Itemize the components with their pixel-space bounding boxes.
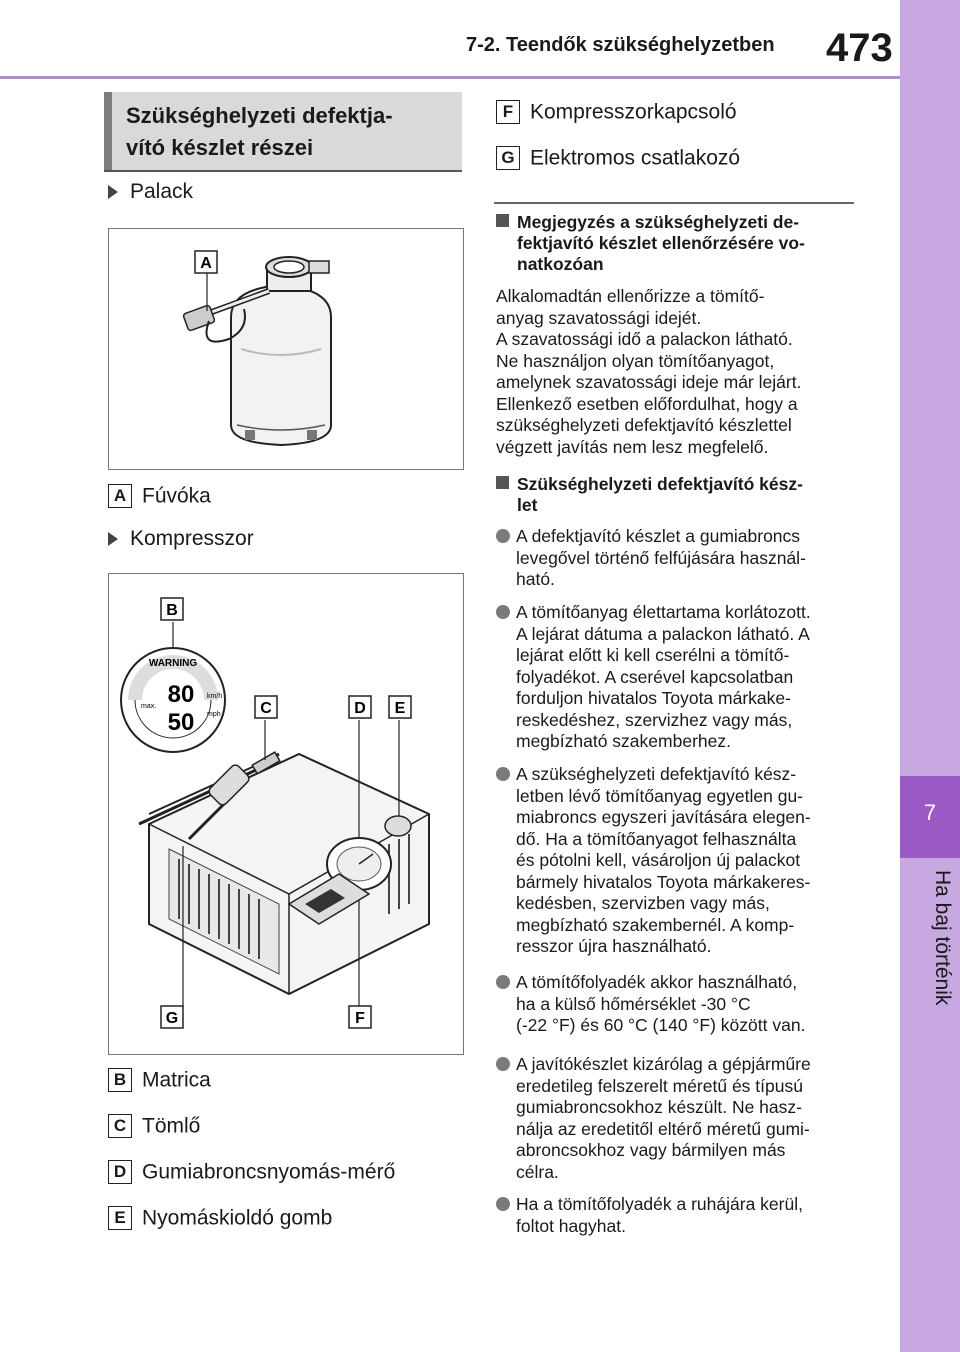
bullet-line: A javítókészlet kizárólag a gépjárműre [516,1054,811,1074]
bullet-line: A tömítőfolyadék akkor használható, [516,972,798,992]
round-bullet-icon [496,605,510,619]
note2-title-line2: let [517,495,538,515]
square-bullet-icon [496,214,509,227]
header-divider [0,76,900,79]
note2-bullet [496,602,858,753]
label-power-plug-letter: G [496,146,520,170]
item-bottle-text: Palack [130,180,194,203]
bullet-line: bármely hivatalos Toyota márkakeres- [516,871,811,892]
section-title-underline [104,170,462,172]
label-nozzle-text: Fúvóka [142,484,211,508]
note1-body-line: végzett javítás nem lesz megfelelő. [496,436,769,457]
label-power-plug [496,146,740,170]
section-title-line2: vító készlet részei [126,135,314,160]
note2-bullet [496,1054,858,1183]
note1-body-line: Ellenkező esetben előfordulhat, hogy a [496,393,798,414]
round-bullet-icon [496,1197,510,1211]
compressor-figure [108,573,464,1055]
bullet-line: A szükséghelyzeti defektjavító kész- [516,764,797,784]
bullet-line: megbízható szakembernél. A komp- [516,914,795,935]
note1-title-line2: fektjavító készlet ellenőrzésére vo- [517,233,805,253]
note1-body-line: Ne használjon olyan tömítőanyagot, [496,350,775,371]
bullet-line: ha a külső hőmérséklet -30 °C [516,993,751,1014]
note1-body-line: szükséghelyzeti defektjavító készlettel [496,415,792,435]
label-pressure-gauge-text: Gumiabroncsnyomás-mérő [142,1160,396,1184]
triangle-bullet-icon [108,185,118,199]
sticker-speed-mph: 50 [167,709,195,736]
item-compressor [108,527,254,551]
label-compressor-switch-letter: F [496,100,520,124]
round-bullet-icon [496,767,510,781]
note2-bullet [496,1194,858,1237]
label-compressor-switch [496,100,737,124]
callout-f: F [355,1010,365,1027]
side-tab-chapter-number: 7 [923,800,937,825]
label-release-button-letter: E [108,1206,132,1230]
note2-title [496,474,856,516]
header-section-title: 7-2. Teendők szükséghelyzetben [466,34,775,56]
item-compressor-text: Kompresszor [130,527,254,550]
bullet-line: kedésben, szervizben vagy más, [516,893,770,913]
note1-title-line3: natkozóan [517,254,604,274]
bullet-line: folyadékot. A cserével kapcsolatban [516,666,794,687]
label-sticker-text: Matrica [142,1068,211,1092]
callout-c: C [260,700,272,717]
side-tab-chapter-label: Ha baj történik [931,870,954,1006]
bullet-line: Ha a tömítőfolyadék a ruhájára kerül, [516,1194,803,1214]
callout-e: E [394,700,406,717]
note1-title-line1: Megjegyzés a szükséghelyzeti de- [517,212,800,232]
bullet-line: gumiabroncsokhoz készült. Ne hasz- [516,1097,802,1117]
label-hose-text: Tömlő [142,1114,201,1138]
item-bottle [108,180,193,204]
right-column-divider [494,202,854,204]
bullet-line: megbízható szakemberhez. [516,731,731,751]
note1-body-line: A szavatossági idő a palackon látható. [496,329,793,349]
triangle-bullet-icon [108,532,118,546]
label-hose [108,1114,200,1138]
note1-title [496,212,856,275]
bullet-line: levegővel történő felfújására használ- [516,547,806,568]
note1-body-line: amelynek szavatossági ideje már lejárt. [496,372,802,392]
callout-g: G [165,1010,179,1027]
round-bullet-icon [496,529,510,543]
label-compressor-switch-text: Kompresszorkapcsoló [530,100,737,124]
callout-d: D [354,700,366,717]
square-bullet-icon [496,476,509,489]
bullet-line: eredetileg felszerelt méretű és típusú [516,1075,803,1096]
sticker-unit-mph: mph [207,711,221,718]
sticker-unit-kmh: km/h [207,693,223,700]
sticker-warning: WARNING [148,658,198,669]
bullet-line: resszor újra használható. [516,936,712,956]
label-sticker [108,1068,211,1092]
note2-bullet [496,764,858,958]
bullet-line: abroncsokhoz vagy bármilyen más [516,1140,786,1160]
label-sticker-letter: B [108,1068,132,1092]
label-nozzle-letter: A [108,484,132,508]
bullet-line: (-22 °F) és 60 °C (140 °F) között van. [516,1015,806,1035]
section-title-line1: Szükséghelyzeti defektja- [126,103,393,128]
round-bullet-icon [496,975,510,989]
bottle-figure [108,228,464,470]
callout-b: B [166,602,178,619]
label-hose-letter: C [108,1114,132,1138]
page-number: 473 [826,26,893,70]
bullet-line: lejárat előtt ki kell cserélni a tömítő- [516,645,790,665]
label-release-button [108,1206,332,1230]
label-nozzle [108,484,211,508]
bullet-line: A defektjavító készlet a gumiabroncs [516,526,801,546]
label-release-button-text: Nyomáskioldó gomb [142,1206,333,1230]
callout-a: A [200,255,212,272]
label-power-plug-text: Elektromos csatlakozó [530,146,741,170]
note2-bullet [496,526,858,591]
label-pressure-gauge-letter: D [108,1160,132,1184]
sticker-max: max. [141,703,157,710]
side-tab [900,0,960,1352]
bullet-line: A tömítőanyag élettartama korlátozott. [516,602,811,622]
note1-body-line: anyag szavatossági idejét. [496,307,702,328]
round-bullet-icon [496,1057,510,1071]
section-title-box [104,92,462,170]
bullet-line: dő. Ha a tömítőanyagot felhasználta [516,828,797,849]
compressor-illustration [109,574,463,1054]
bullet-line: és pótolni kell, vásároljon új palackot [516,850,801,870]
note1-body [496,286,856,458]
bullet-line: foltot hagyhat. [516,1215,626,1236]
bullet-line: reskedéshez, szervizhez vagy más, [516,709,793,730]
note1-body-line: Alkalomadtán ellenőrizze a tömítő- [496,286,765,306]
bullet-line: miabroncs egyszeri javítására elegen- [516,807,811,827]
note2-title-line1: Szükséghelyzeti defektjavító kész- [517,474,803,494]
bullet-line: nálja az eredetitől eltérő méretű gumi- [516,1118,810,1139]
bullet-line: célra. [516,1161,559,1182]
bullet-line: A lejárat dátuma a palackon látható. A [516,623,810,644]
bottle-illustration [109,229,463,469]
bullet-line: ható. [516,569,555,589]
sticker-speed-kmh: 80 [167,681,195,708]
bullet-line: letben lévő tömítőanyag egyetlen gu- [516,785,803,806]
label-pressure-gauge [108,1160,395,1184]
bullet-line: forduljon hivatalos Toyota márkake- [516,688,791,708]
note2-bullet [496,972,858,1037]
